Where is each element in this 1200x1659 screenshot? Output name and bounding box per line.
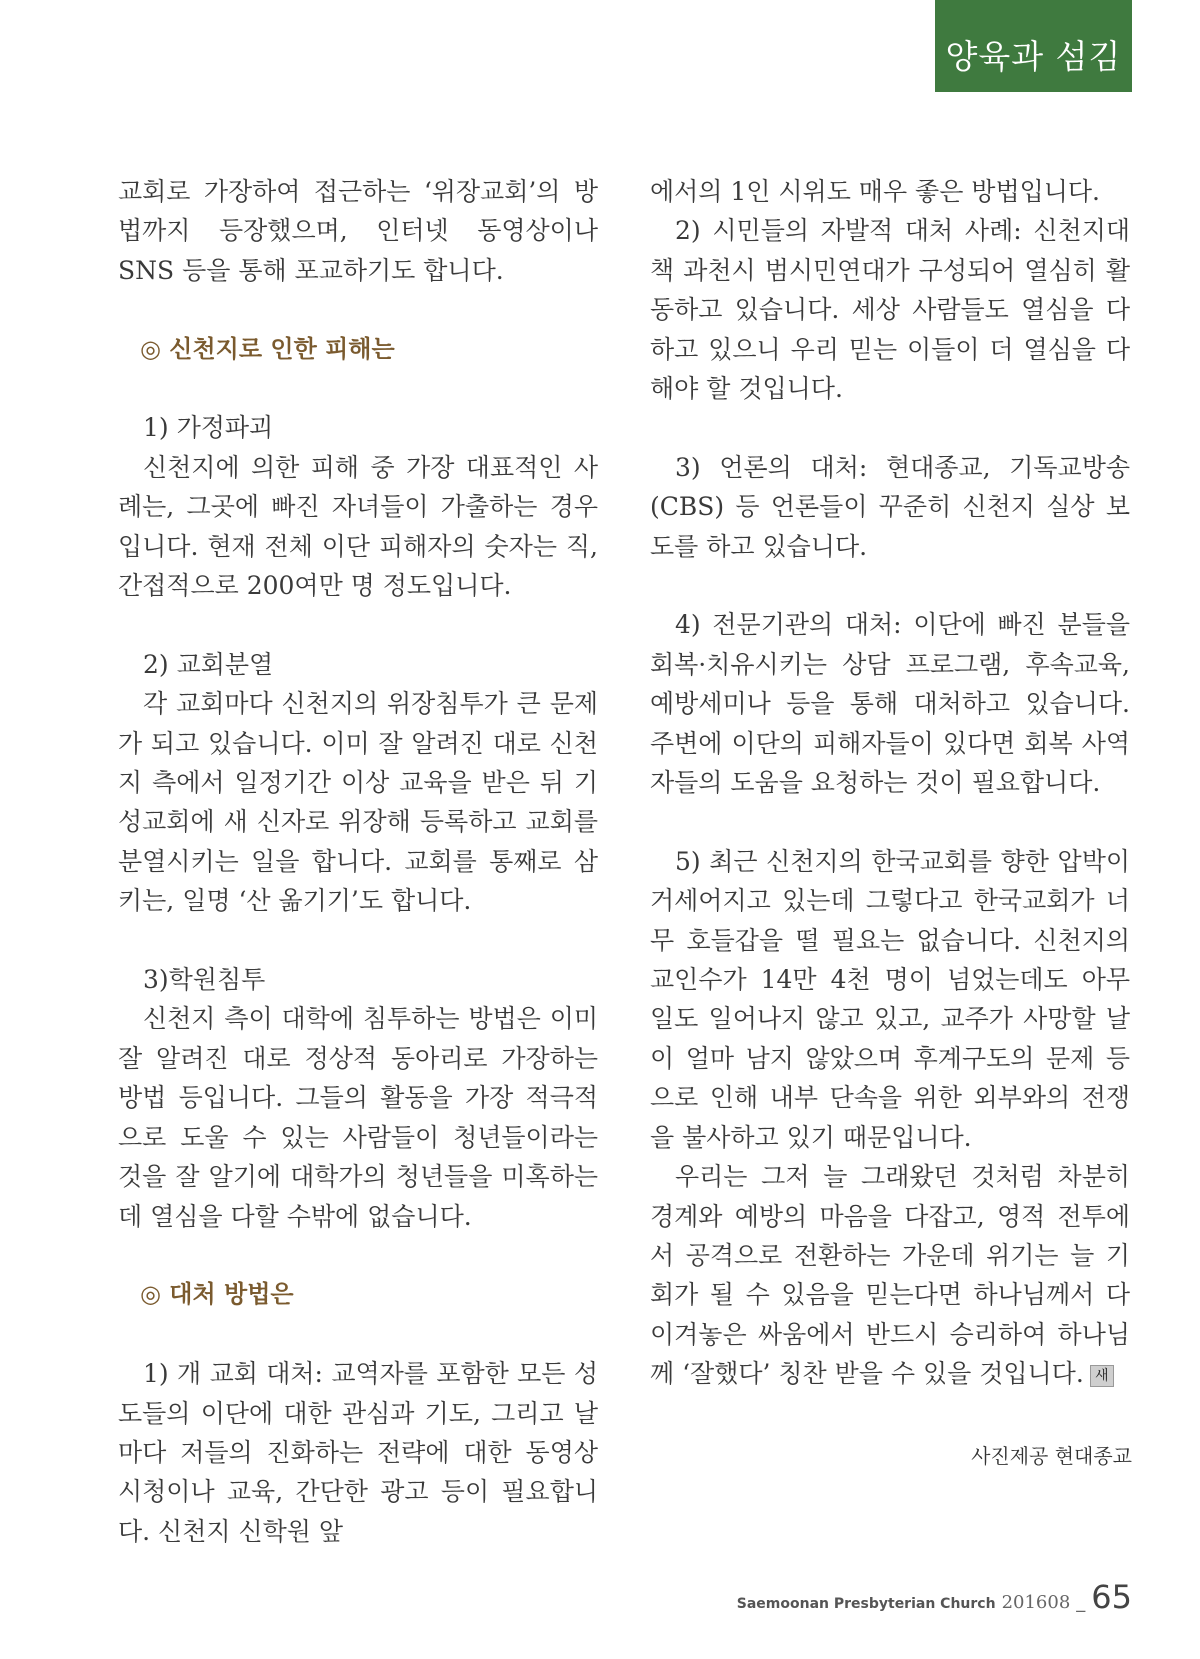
paragraph: 5) 최근 신천지의 한국교회를 향한 압박이 거세어지고 있는데 그렇다고 한국교회가 너무 호들갑을 떨 필요는 없습니다. 신천지의 교인수가 14만 4천 명이 넘었는데도 아무 일도 일어나지 않고 있고, 교주가 사망할 날이 얼마 남지 않았으며 후계구도의 문제 등으로 인해 내부 단속을 위한 외부와의 전쟁을 불사하고 있기 때문입니다. <box>650 846 1130 1152</box>
paragraph: 2) 시민들의 자발적 대처 사례: 신천지대책 과천시 범시민연대가 구성되어 열심히 활동하고 있습니다. 세상 사람들도 열심을 다하고 있으니 우리 믿는 이들이 더 열심을 다해야 할 것입니다. <box>650 216 1130 404</box>
paragraph: 1) 개 교회 대처: 교역자를 포함한 모든 성도들의 이단에 대한 관심과 기도, 그리고 날마다 저들의 진화하는 전략에 대한 동영상 시청이나 교육, 간단한 광고 등이 필요합니다. 신천지 신학원 앞 <box>118 1359 598 1546</box>
conclusion-text: 우리는 그저 늘 그래왔던 것처럼 차분히 경계와 예방의 마음을 다잡고, 영적 전투에서 공격으로 전환하는 가운데 위기는 늘 기회가 될 수 있음을 믿는다면 하나님께서 다 이겨놓은 싸움에서 반드시 승리하여 하나님께 ‘잘했다’ 칭찬 받을 수 있을 것입니다. <box>650 1162 1130 1389</box>
paragraph: 신천지 측이 대학에 침투하는 방법은 이미 잘 알려진 대로 정상적 동아리로 가장하는 방법 등입니다. 그들의 활동을 가장 적극적으로 도울 수 있는 사람들이 청년들이라는 것을 잘 알기에 대학가의 청년들을 미혹하는데 열심을 다할 수밖에 없습니다. <box>118 1004 598 1231</box>
church-name: Saemoonan Presbyterian Church <box>736 1596 996 1612</box>
section-heading: ◎ 신천지로 인한 피해는 <box>140 334 395 363</box>
paragraph: 4) 전문기관의 대처: 이단에 빠진 분들을 회복·치유시키는 상담 프로그램, 후속교육, 예방세미나 등을 통해 대처하고 있습니다. 주변에 이단의 피해자들이 있다면 회복 사역자들의 도움을 요청하는 것이 필요합니다. <box>650 610 1130 798</box>
issue-number: 201608 <box>1001 1592 1071 1613</box>
page-number: 65 <box>1091 1578 1132 1616</box>
subsection-title: 2) 교회분열 <box>143 649 274 679</box>
paragraph: 3) 언론의 대처: 현대종교, 기독교방송(CBS) 등 언론들이 꾸준히 신천지 실상 보도를 하고 있습니다. <box>650 452 1130 561</box>
end-mark-icon: 새 <box>1090 1365 1114 1387</box>
paragraph: 에서의 1인 시위도 매우 좋은 방법입니다. <box>650 177 1100 206</box>
photo-credit: 사진제공 현대종교 <box>971 1444 1132 1468</box>
section-label: 양육과 섬김 <box>935 0 1132 92</box>
paragraph: 교회로 가장하여 접근하는 ‘위장교회’의 방법까지 등장했으며, 인터넷 동영상이나 SNS 등을 통해 포교하기도 합니다. <box>118 177 598 285</box>
paragraph: 각 교회마다 신천지의 위장침투가 큰 문제가 되고 있습니다. 이미 잘 알려진 대로 신천지 측에서 일정기간 이상 교육을 받은 뒤 기성교회에 새 신자로 위장해 등록하고 교회를 분열시키는 일을 합니다. 교회를 통째로 삼키는, 일명 ‘산 옮기기’도 합니다. <box>118 689 598 916</box>
conclusion-paragraph <box>650 1157 1130 1393</box>
footer-separator: _ <box>1076 1592 1086 1613</box>
section-heading: ◎ 대처 방법은 <box>140 1280 294 1309</box>
left-column <box>118 172 598 1551</box>
page-footer <box>737 1578 1132 1616</box>
subsection-title: 3)학원침투 <box>143 965 266 995</box>
subsection-title: 1) 가정파괴 <box>143 413 274 443</box>
paragraph: 신천지에 의한 피해 중 가장 대표적인 사례는, 그곳에 빠진 자녀들이 가출하는 경우입니다. 현재 전체 이단 피해자의 숫자는 직, 간접적으로 200여만 명 정도입니다. <box>118 452 598 601</box>
right-column <box>650 172 1130 1394</box>
